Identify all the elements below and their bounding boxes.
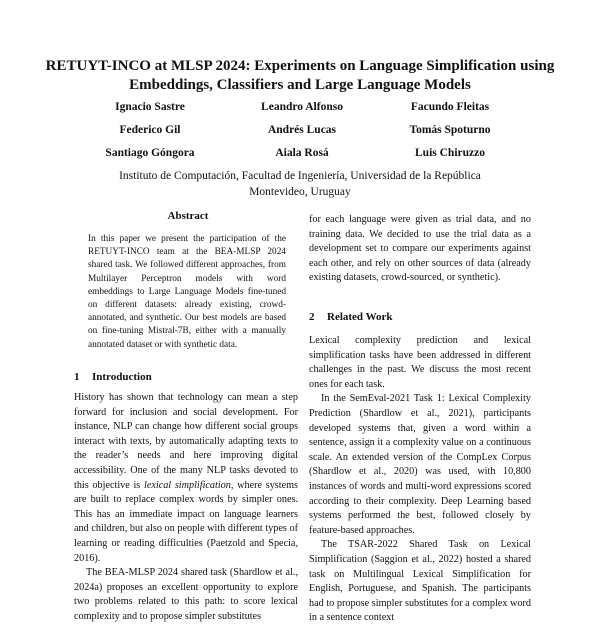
section-number: 2 <box>309 311 315 323</box>
paragraph: Lexical complexity prediction and lexical simplification tasks have been addressed in different challenges in the past. We discuss the most recent ones for each task. <box>309 335 531 390</box>
right-column-top-text: for each language were given as trial data, and no training data. We decided to use the trial data as a development set to compare our experiments against each other, and rely on other sources of data (already existing datasets, crowd-sourced, or synthetic). <box>309 214 531 284</box>
author-name: Tomás Spoturno <box>409 124 491 136</box>
affiliation-line: Instituto de Computación, Facultad de Ingeniería, Universidad de la República <box>119 170 481 182</box>
section-number: 1 <box>74 371 80 383</box>
author-name: Luis Chiruzzo <box>415 147 485 159</box>
section-title: Introduction <box>92 371 152 383</box>
section-heading-introduction <box>74 370 152 384</box>
section-heading-related-work <box>309 310 393 324</box>
abstract-text: In this paper we present the participation of the RETUYT-INCO team at the BEA-MLSP 2024 shared task. We followed different approaches, from Multilayer Perceptron models with word embeddings to Large Language Models fine-tuned on different datasets: already existing, crowd-annotated, and synthetic. Our best models are based on fine-tuning Mistral-7B, either with a manually annotated dataset or with synthetic data. <box>88 234 286 350</box>
paragraph <box>74 391 298 566</box>
paragraph-text: History has shown that technology can mean a step forward for inclusion and social development. For instance, NLP can change how different social groups interact with texts, by automatically adapting texts to the reader’s needs and here improving digital accessibility. One of the many NLP tasks devoted to this objective is <box>74 392 298 491</box>
author-name: Federico Gil <box>119 124 181 136</box>
author-name: Leandro Alfonso <box>261 101 343 113</box>
author-name: Ignacio Sastre <box>115 101 185 113</box>
author-name: Santiago Góngora <box>105 147 195 159</box>
author-name: Andrés Lucas <box>267 124 337 136</box>
paper-title: RETUYT-INCO at MLSP 2024: Experiments on Language Simplification using Embeddings, Classifiers and Large Language Models <box>45 58 555 93</box>
affiliation-line: Montevideo, Uruguay <box>249 186 351 198</box>
paragraph-text: , where systems are built to replace complex words by simpler ones. This has an immediate impact on language learners and children, but also on people with different types of learning or reading difficulties (Paetzold and Specia, 2016). <box>74 479 298 564</box>
emphasis-text: lexical simplification <box>143 479 231 491</box>
affiliation <box>60 168 540 200</box>
paragraph: The TSAR-2022 Shared Task on Lexical Simplification (Saggion et al., 2022) hosted a shared task on Multilingual Lexical Simplification for English, Portuguese, and Spanish. The participants had to propose simpler substitutes for a complex word in a sentence context <box>309 539 531 624</box>
paragraph: The BEA-MLSP 2024 shared task (Shardlow et al., 2024a) proposes an excellent opportunity to explore two problems related to this path: to score lexical complexity and to propose simpler substitutes <box>74 567 298 622</box>
introduction-body <box>74 391 298 625</box>
author-name: Aiala Rosá <box>275 147 329 159</box>
author-name: Facundo Fleitas <box>410 101 490 113</box>
abstract-heading: Abstract <box>167 210 209 222</box>
related-work-body <box>309 334 531 626</box>
paragraph: In the SemEval-2021 Task 1: Lexical Complexity Prediction (Shardlow et al., 2021), participants developed systems that, given a word within a sentence, assign it a complexity value on a continuous scale. An extended version of the CompLex Corpus (Shardlow et al., 2020) was used, with 10,800 instances of words and multi-word expressions scored according to their complexity. Deep Learning based systems performed the best, followed closely by feature-based approaches. <box>309 393 531 536</box>
section-title: Related Work <box>327 311 393 323</box>
